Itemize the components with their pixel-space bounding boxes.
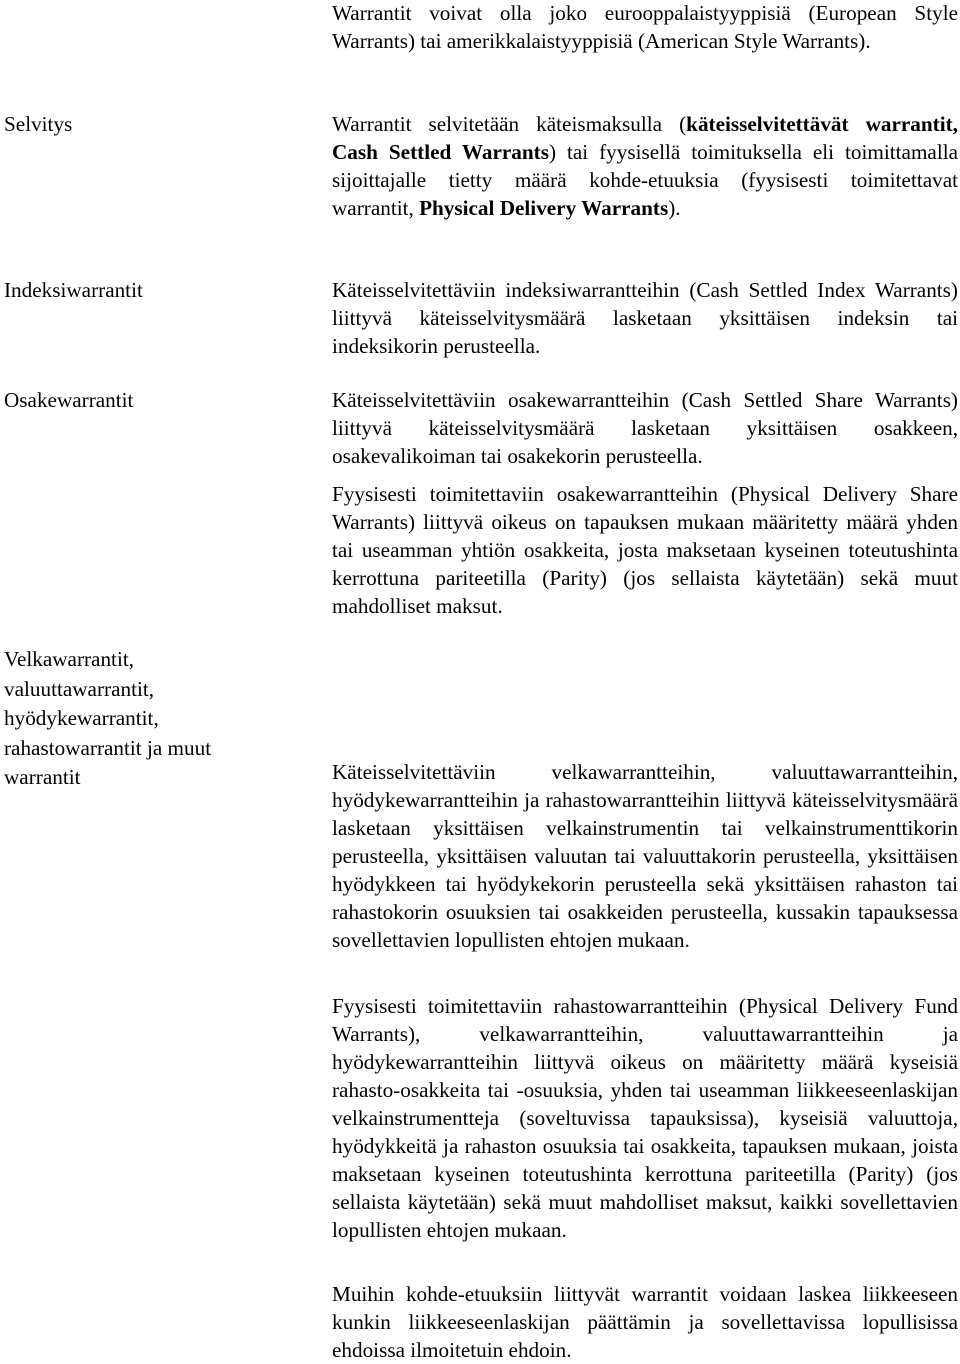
paragraph-index-warrants: Käteisselvitettäviin indeksiwarrantteihin (Cash Settled Index Warrants) liittyvä käteisselvitysmäärä lasketaan yksittäisen indeksin tai indeksikorin perusteella. bbox=[332, 278, 958, 358]
label-line: Velkawarrantit, bbox=[4, 647, 135, 671]
paragraph-warrant-styles: Warrantit voivat olla joko eurooppalaistyyppisiä (European Style Warrants) tai amerikkalaistyyppisiä (American Style Warrants). bbox=[332, 1, 958, 53]
settlement-text-1: Warrantit selvitetään käteismaksulla ( bbox=[332, 112, 687, 136]
paragraph-settlement bbox=[332, 110, 958, 222]
paragraph-cash-settled-other-warrants: Käteisselvitettäviin velkawarrantteihin, valuuttawarrantteihin, hyödykewarrantteihin ja rahastowarrantteihin liittyvä käteisselvitysmäärä lasketaan yksittäisen velkainstrumentin tai velkainstrumenttikorin perusteella, yksittäisen valuutan tai valuuttakorin perusteella, yksittäisen hyödykkeen tai hyödykekorin perusteella sekä yksittäisen rahaston tai rahastokorin osuuksien tai osakkeiden perusteella, kussakin tapauksessa sovellettavien lopullisten ehtojen mukaan. bbox=[332, 760, 958, 952]
label-selvitys: Selvitys bbox=[4, 112, 73, 136]
paragraph-other-underlyings: Muihin kohde-etuuksiin liittyvät warrantit voidaan laskea liikkeeseen kunkin liikkeeseenlaskijan päättämin ja sovellettavissa lopullisissa ehdoissa ilmoitetuin ehdoin. bbox=[332, 1282, 958, 1362]
label-line: hyödykewarrantit, bbox=[4, 706, 159, 730]
label-osakewarrantit: Osakewarrantit bbox=[4, 388, 134, 412]
settlement-text-2: ) tai fyysisellä toimituksella eli toimittamalla sijoittajalle tietty määrä kohde-etuuksia (fyysisesti toimitettavat warrantit, bbox=[332, 140, 959, 220]
label-line: warrantit bbox=[4, 765, 81, 789]
paragraph-cash-settled-share-warrants: Käteisselvitettäviin osakewarrantteihin (Cash Settled Share Warrants) liittyvä käteisselvitysmäärä lasketaan yksittäisen osakkeen, osakevalikoiman tai osakekorin perusteella. bbox=[332, 388, 958, 468]
label-line: valuuttawarrantit, bbox=[4, 676, 155, 701]
label-indeksiwarrantit: Indeksiwarrantit bbox=[4, 278, 143, 302]
settlement-bold-physical-delivery: Physical Delivery Warrants bbox=[419, 196, 669, 220]
paragraph-physical-share-warrants: Fyysisesti toimitettaviin osakewarrantteihin (Physical Delivery Share Warrants) liittyvä oikeus on tapauksen mukaan määritetty määrä yhden tai useamman yhtiön osakkeita, josta maksetaan kyseinen toteutushinta kerrottuna pariteetilla (Parity) (jos sellaista käytetään) sekä muut mahdolliset maksut. bbox=[332, 482, 958, 618]
settlement-text-3: ). bbox=[668, 196, 681, 220]
label-other-warrants bbox=[4, 645, 304, 793]
label-line: rahastowarrantit ja muut bbox=[4, 735, 212, 760]
settlement-bold-cash-settled: käteisselvitettävät warrantit, Cash Settled Warrants bbox=[332, 112, 958, 164]
paragraph-physical-other-warrants: Fyysisesti toimitettaviin rahastowarrantteihin (Physical Delivery Fund Warrants), velkawarrantteihin, valuuttawarrantteihin ja hyödykewarrantteihin liittyvä oikeus on määritetty määrä kyseisiä rahasto-osakkeita tai -osuuksia, yhden tai useamman liikkeeseenlaskijan velkainstrumentteja (soveltuvissa tapauksissa), kyseisiä valuuttoja, hyödykkeitä ja rahaston osuuksia tai osakkeita, tapauksen mukaan, joista maksetaan kyseinen toteutushinta kerrottuna pariteetilla (Parity) (jos sellaista käytetään) sekä muut mahdolliset maksut, kaikki sovellettavien lopullisten ehtojen mukaan. bbox=[332, 994, 958, 1242]
